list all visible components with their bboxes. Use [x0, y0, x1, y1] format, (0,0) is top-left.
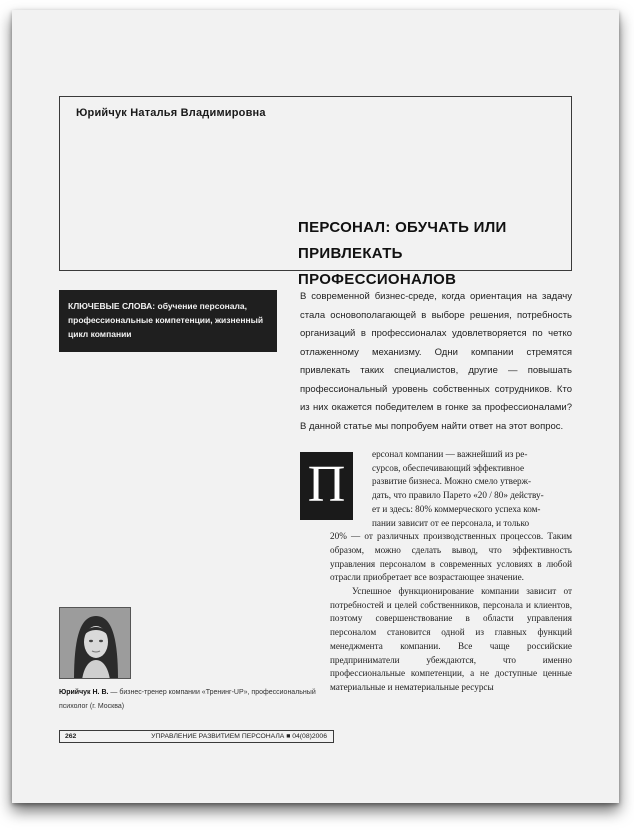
- caption-name: Юрийчук Н. В.: [59, 689, 109, 696]
- magazine-issue: УПРАВЛЕНИЕ РАЗВИТИЕМ ПЕРСОНАЛА ■ 04(08)2006: [151, 733, 327, 740]
- article-title: [298, 215, 568, 293]
- article-body: [330, 448, 572, 695]
- lead-paragraph: В современной бизнес-среде, когда ориентация на задачу стала основополагающей в выборе решения, потребность организаций в профессионалах удовлетворяется по четко отлаженному механизму. Одни компании стремятся привлекать таких специалистов, другие — повышать профессиональный уровень собственных сотрудников. Кто из них окажется победителем в гонке за профессионалами? В данной статье мы попробуем найти ответ на этот вопрос.: [300, 291, 572, 432]
- page-number: 262: [65, 733, 77, 740]
- body-line: развитие бизнеса. Можно смело утверж-: [372, 476, 532, 487]
- author-name: Юрийчук Наталья Владимировна: [76, 107, 266, 119]
- author-photo: [59, 607, 131, 679]
- body-line: дать, что правило Парето «20 / 80» действу-: [372, 490, 544, 501]
- magazine-page: [12, 10, 619, 803]
- body-line: ет и здесь: 80% коммерческого успеха ком-: [372, 503, 541, 514]
- drop-cap: П: [300, 452, 353, 520]
- photo-caption: [59, 686, 339, 714]
- body-line: ерсонал компании — важнейший из ре-: [372, 449, 528, 459]
- body-paragraph-1-rest: 20% — от различных производственных процессов. Таким образом, можно сделать вывод, что эффективность управления персоналом в современных условиях в любой отрасли приобретает все возрастающее значение.: [330, 531, 572, 583]
- body-paragraph-2: Успешное функционирование компании зависит от потребностей и целей собственников, персонала и клиентов, поэтому совершенствование в области управления персоналом становится одной из главных функций менеджмента компании. Все чаще российские предприниматели убеждаются, что именно профессиональные компетенции, а не доступные ценные материальные и нематериальные ресурсы: [330, 586, 572, 692]
- portrait-icon: [60, 608, 131, 679]
- keywords-box: [59, 290, 277, 352]
- title-line-2: ПРОФЕССИОНАЛОВ: [298, 271, 457, 288]
- keywords-label: КЛЮЧЕВЫЕ СЛОВА:: [68, 301, 156, 311]
- page-footer: [59, 730, 334, 743]
- title-line-1: ПЕРСОНАЛ: ОБУЧАТЬ ИЛИ ПРИВЛЕКАТЬ: [298, 219, 507, 262]
- body-line: сурсов, обеспечивающий эффективное: [372, 462, 525, 473]
- body-line: пании зависит от ее персонала, и только: [372, 517, 530, 528]
- caption-text: — бизнес-тренер компании «Тренинг-UP», профессиональный психолог (г. Москва): [59, 689, 316, 710]
- keywords-text: обучение персонала, профессиональные компетенции, жизненный цикл компании: [68, 301, 264, 339]
- article-header: [59, 96, 572, 288]
